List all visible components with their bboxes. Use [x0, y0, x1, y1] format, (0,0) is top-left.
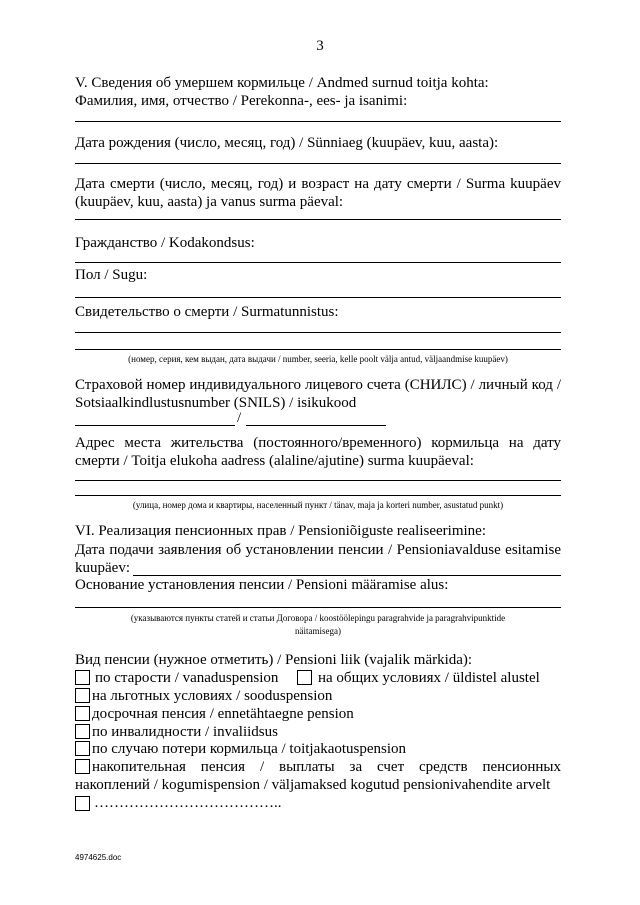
death-certificate-field-2[interactable]	[75, 349, 561, 350]
application-date-label-line2: kuupäev:	[75, 560, 130, 576]
address-hint: (улица, номер дома и квартиры, населенный пункт / tänav, maja ja korteri number, asustatud punkt)	[132, 500, 504, 510]
general-conditions-label: на общих условиях / üldistel alustel	[318, 670, 540, 686]
full-name-field[interactable]	[75, 121, 561, 122]
death-certificate-field-1[interactable]	[75, 332, 561, 333]
birth-date-label: Дата рождения (число, месяц, год) / Sünniaeg (kuupäev, kuu, aasta):	[75, 135, 499, 151]
insurance-number-field[interactable]	[75, 425, 235, 426]
early-pension-label: досрочная пенсия / ennetähtaegne pension	[92, 706, 354, 722]
early-pension-checkbox[interactable]	[75, 706, 90, 721]
application-date-label-line1: Дата подачи заявления об установлении пенсии / Pensioniavalduse esitamise	[75, 542, 561, 558]
section-5-heading: V. Сведения об умершем кормильце / Andmed surnud toitja kohta:	[75, 75, 489, 91]
address-label-line1: Адрес места жительства (постоянного/временного) кормильца на дату	[75, 435, 561, 451]
death-date-label-line2: (kuupäev, kuu, aasta) ja vanus surma päeval:	[75, 194, 344, 210]
disability-pension-checkbox[interactable]	[75, 724, 90, 739]
page-number: 3	[316, 38, 324, 54]
survivor-pension-label: по случаю потери кормильца / toitjakaotuspension	[92, 741, 407, 757]
old-age-pension-label: по старости / vanaduspension	[95, 670, 279, 686]
pension-basis-hint-line1: (указываются пункты статей и статьи Договора / koostöölepingu paragrahvide ja paragrahvipunktide	[130, 613, 506, 623]
disability-pension-label: по инвалидности / invaliidsus	[92, 724, 278, 740]
pension-basis-hint-line2: näitamisega)	[295, 626, 341, 636]
old-age-pension-checkbox[interactable]	[75, 670, 90, 685]
preferential-pension-checkbox[interactable]	[75, 688, 90, 703]
citizenship-label: Гражданство / Kodakondsus:	[75, 235, 255, 251]
section-6-heading: VI. Реализация пенсионных прав / Pensioniõiguste realiseerimine:	[75, 523, 486, 539]
address-label-line2: смерти / Toitja elukoha aadress (alaline/ajutine) surma kuupäeval:	[75, 453, 474, 469]
death-date-field[interactable]	[75, 219, 561, 220]
pension-type-label: Вид пенсии (нужное отметить) / Pensioni liik (vajalik märkida):	[75, 652, 473, 668]
funded-pension-label-line1: накопительная пенсия / выплаты за счет средств пенсионных	[92, 759, 561, 775]
death-date-label-line1: Дата смерти (число, месяц, год) и возраст на дату смерти / Surma kuupäev	[75, 176, 561, 192]
general-conditions-checkbox[interactable]	[297, 670, 312, 685]
insurance-label-line2: Sotsiaalkindlustusnumber (SNILS) / isikukood	[75, 395, 357, 411]
other-pension-field[interactable]: ………………………………..	[94, 795, 282, 811]
document-filename: 4974625.doc	[75, 853, 122, 862]
death-certificate-label: Свидетельство о смерти / Surmatunnistus:	[75, 304, 339, 320]
preferential-pension-label: на льготных условиях / sooduspension	[92, 688, 333, 704]
sex-label: Пол / Sugu:	[75, 267, 148, 283]
other-pension-checkbox[interactable]	[75, 796, 90, 811]
citizenship-field[interactable]	[75, 262, 561, 263]
funded-pension-checkbox[interactable]	[75, 759, 90, 774]
funded-pension-label-line2: накоплений / kogumispension / väljamaksed kogutud pensionivahendite arvelt	[75, 777, 551, 793]
personal-code-field[interactable]	[246, 425, 386, 426]
birth-date-field[interactable]	[75, 163, 561, 164]
death-certificate-hint: (номер, серия, кем выдан, дата выдачи / number, seeria, kelle poolt välja antud, väljaandmise kuupäev)	[128, 354, 508, 364]
insurance-slash: /	[237, 410, 242, 426]
survivor-pension-checkbox[interactable]	[75, 741, 90, 756]
insurance-label-line1: Страховой номер индивидуального лицевого счета (СНИЛС) / личный код /	[75, 377, 561, 393]
pension-basis-label: Основание установления пенсии / Pensioni määramise alus:	[75, 577, 449, 593]
address-field-1[interactable]	[75, 480, 561, 481]
pension-basis-field[interactable]	[75, 607, 561, 608]
full-name-label: Фамилия, имя, отчество / Perekonna-, ees- ja isanimi:	[75, 93, 408, 109]
sex-field[interactable]	[75, 297, 561, 298]
address-field-2[interactable]	[75, 495, 561, 496]
